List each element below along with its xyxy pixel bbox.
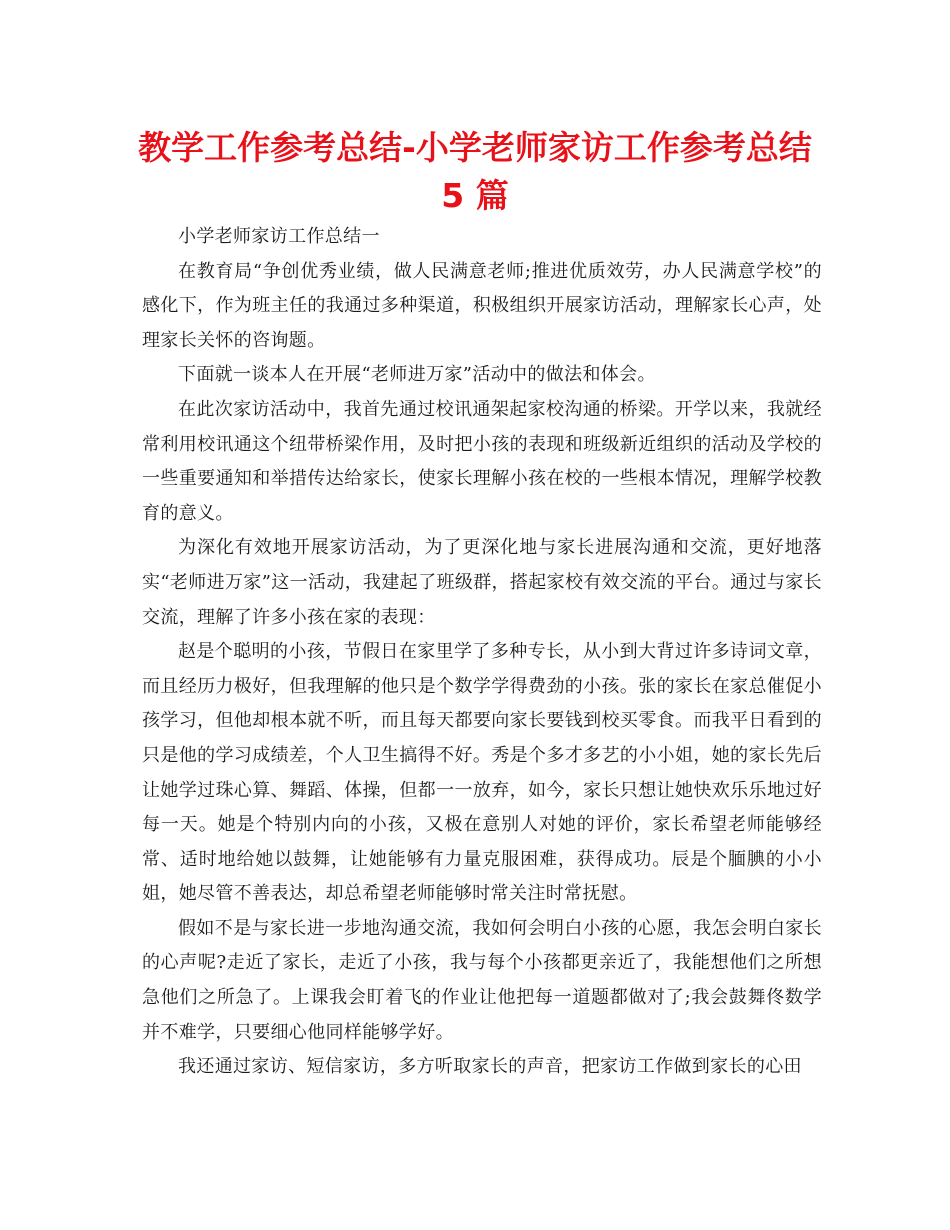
paragraph: 在教育局“争创优秀业绩，做人民满意老师;推进优质效劳，办人民满意学校”的感化下，作为班主任的我通过多种渠道，积极组织开展家访活动，理解家长心声，处理家长关怀的咨询题。 (142, 260, 822, 351)
paragraph: 下面就一谈本人在开展“老师进万家”活动中的做法和体会。 (178, 364, 656, 386)
paragraph: 为深化有效地开展家访活动，为了更深化地与家长进展沟通和交流，更好地落实“老师进万家”这一活动，我建起了班级群，搭起家校有效交流的平台。通过与家长交流，理解了许多小孩在家的表现： (142, 537, 822, 628)
paragraph: 赵是个聪明的小孩，节假日在家里学了多种专长，从小到大背过许多诗词文章，而且经历力极好，但我理解的他只是个数学学得费劲的小孩。张的家长在家总催促小孩学习，但他却根本就不听，而且每天都要向家长要钱到校买零食。而我平日看到的只是他的学习成绩差，个人卫生搞得不好。秀是个多才多艺的小小姐，她的家长先后让她学过珠心算、舞蹈、体操，但都一一放弃，如今，家长只想让她快欢乐乐地过好每一天。她是个特别内向的小孩，又极在意别人对她的评价，家长希望老师能够经常、适时地给她以鼓舞，让她能够有力量克服困难，获得成功。辰是个腼腆的小小姐，她尽管不善表达，却总希望老师能够时常关注时常抚慰。 (142, 641, 822, 905)
paragraph: 在此次家访活动中，我首先通过校讯通架起家校沟通的桥梁。开学以来，我就经常利用校讯通这个纽带桥梁作用，及时把小孩的表现和班级新近组织的活动及学校的一些重要通知和举措传达给家长，使家长理解小孩在校的一些根本情况，理解学校教育的意义。 (142, 398, 822, 524)
paragraph: 假如不是与家长进一步地沟通交流，我如何会明白小孩的心愿，我怎会明白家长的心声呢?走近了家长，走近了小孩，我与每个小孩都更亲近了，我能想他们之所想急他们之所急了。上课我会盯着飞的作业让他把每一道题都做对了;我会鼓舞佟数学并不难学，只要细心他同样能够学好。 (142, 917, 822, 1043)
paragraph: 我还通过家访、短信家访，多方听取家长的声音，把家访工作做到家长的心田 (178, 1056, 802, 1078)
document-body (142, 220, 822, 1085)
section-heading: 小学老师家访工作总结一 (178, 226, 380, 247)
document-title: 教学工作参考总结-小学老师家访工作参考总结 5 篇 (138, 128, 812, 215)
